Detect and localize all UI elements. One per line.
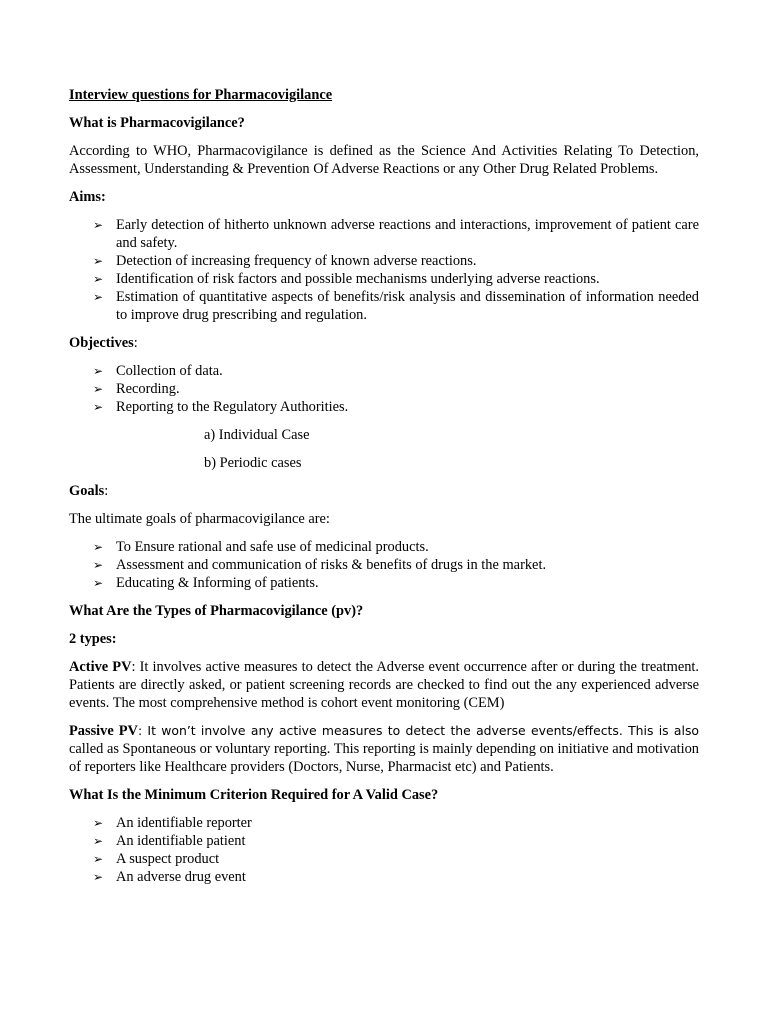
list-item: ➢ An identifiable reporter [93,815,252,831]
arrow-bullet-icon: ➢ [93,558,104,572]
arrow-bullet-icon: ➢ [93,290,104,304]
list-item: ➢ An adverse drug event [93,869,246,885]
list-item: ➢ Estimation of quantitative aspects of benefits/risk analysis and dissemination of information needed to improve drug prescribing and regulation. [93,289,699,323]
list-item: ➢ Early detection of hitherto unknown adverse reactions and interactions, improvement of patient care and safety. [93,217,699,251]
goals-intro: The ultimate goals of pharmacovigilance are: [69,511,330,527]
arrow-bullet-icon: ➢ [93,364,104,378]
list-item: ➢ Educating & Informing of patients. [93,575,319,591]
arrow-bullet-icon: ➢ [93,852,104,866]
types-count: 2 types: [69,631,117,647]
heading-types: What Are the Types of Pharmacovigilance (pv)? [69,603,364,619]
heading-what-is-pv: What is Pharmacovigilance? [69,115,245,131]
sub-item-individual-case: a) Individual Case [204,427,310,443]
arrow-bullet-icon: ➢ [93,400,104,414]
list-item: ➢ Reporting to the Regulatory Authorities. [93,399,349,415]
arrow-bullet-icon: ➢ [93,834,104,848]
heading-minimum-criterion: What Is the Minimum Criterion Required for A Valid Case? [69,787,439,803]
arrow-bullet-icon: ➢ [93,254,104,268]
aims-list [69,216,699,324]
criterion-list [69,814,699,886]
sub-item-periodic-cases: b) Periodic cases [204,455,302,471]
heading-aims: Aims: [69,189,106,205]
list-item: ➢ Assessment and communication of risks & benefits of drugs in the market. [93,557,547,573]
arrow-bullet-icon: ➢ [93,870,104,884]
list-item: ➢ An identifiable patient [93,833,246,849]
document-title: Interview questions for Pharmacovigilance [69,87,333,103]
list-item: ➢ To Ensure rational and safe use of medicinal products. [93,539,429,555]
arrow-bullet-icon: ➢ [93,272,104,286]
list-item: ➢ A suspect product [93,851,220,867]
list-item: ➢ Recording. [93,381,180,397]
active-pv-paragraph: Active PV: It involves active measures to detect the Adverse event occurrence after or during the treatment. Patients are directly asked, or patient screening records are checked to find out the any experienced adverse events. The most comprehensive method is cohort event monitoring (CEM) [69,659,699,711]
objectives-list [69,362,699,416]
passive-pv-paragraph: Passive PV: It won’t involve any active measures to detect the adverse events/effects. This is also called as Spontaneous or voluntary reporting. This reporting is mainly depending on initiative and motivation of reporters like Healthcare providers (Doctors, Nurse, Pharmacist etc) and Patients. [69,723,700,775]
arrow-bullet-icon: ➢ [93,816,104,830]
arrow-bullet-icon: ➢ [93,540,104,554]
list-item: ➢ Collection of data. [93,363,223,379]
heading-objectives: Objectives: [69,335,138,351]
arrow-bullet-icon: ➢ [93,218,104,232]
list-item: ➢ Identification of risk factors and possible mechanisms underlying adverse reactions. [93,271,600,287]
goals-list [69,538,699,592]
list-item: ➢ Detection of increasing frequency of known adverse reactions. [93,253,477,269]
arrow-bullet-icon: ➢ [93,382,104,396]
definition-paragraph: According to WHO, Pharmacovigilance is defined as the Science And Activities Relating To Detection, Assessment, Understanding & Prevention Of Adverse Reactions or any Other Drug Related Problems. [69,143,699,177]
arrow-bullet-icon: ➢ [93,576,104,590]
heading-goals: Goals: [69,483,109,499]
